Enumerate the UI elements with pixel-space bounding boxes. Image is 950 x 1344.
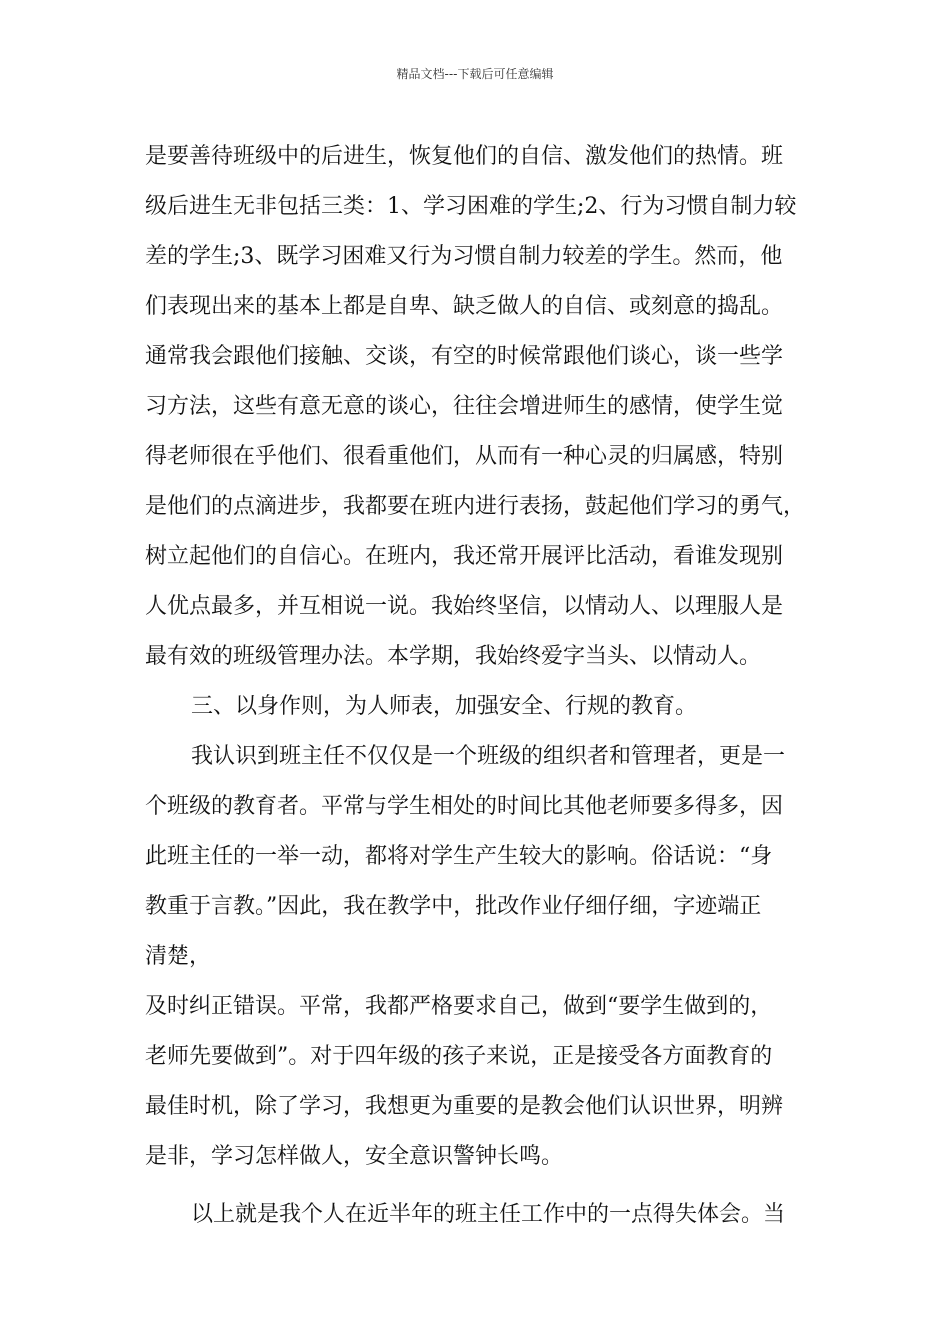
- section-heading: 三、以身作则，为人师表，加强安全、行规的教育。: [191, 694, 698, 719]
- text-line: 人优点最多，并互相说一说。我始终坚信，以情动人、以理服人是: [145, 594, 784, 619]
- text-line: 得老师很在乎他们、很看重他们，从而有一种心灵的归属感，特别: [145, 444, 784, 469]
- text-line: 个班级的教育者。平常与学生相处的时间比其他老师要多得多，因: [145, 794, 784, 819]
- text-line: 级后进生无非包括三类：1、学习困难的学生;2、行为习惯自制力较: [145, 194, 797, 219]
- document-body: [145, 132, 813, 1240]
- text-line: 通常我会跟他们接触、交谈，有空的时候常跟他们谈心，谈一些学: [145, 344, 784, 369]
- paragraph-start: 以上就是我个人在近半年的班主任工作中的一点得失体会。当: [191, 1202, 786, 1227]
- text-line: 及时纠正错误。平常，我都严格要求自己，做到“要学生做到的，: [145, 994, 773, 1019]
- text-line: 习方法，这些有意无意的谈心，往往会增进师生的感情，使学生觉: [145, 394, 784, 419]
- text-line: 最有效的班级管理办法。本学期，我始终爱字当头、以情动人。: [145, 644, 762, 669]
- text-line: 此班主任的一举一动，都将对学生产生较大的影响。俗话说：“身: [145, 844, 773, 869]
- text-line: 是他们的点滴进步，我都要在班内进行表扬，鼓起他们学习的勇气，: [145, 494, 806, 519]
- text-line: 是非，学习怎样做人，安全意识警钟长鸣。: [145, 1144, 564, 1169]
- paragraph-start: 我认识到班主任不仅仅是一个班级的组织者和管理者，更是一: [191, 744, 786, 769]
- text-line: 教重于言教。”因此，我在教学中，批改作业仔细仔细，字迹端正: [145, 894, 762, 919]
- text-line: 最佳时机，除了学习，我想更为重要的是教会他们认识世界，明辨: [145, 1094, 784, 1119]
- text-line: 树立起他们的自信心。在班内，我还常开展评比活动，看谁发现别: [145, 544, 784, 569]
- text-line: 们表现出来的基本上都是自卑、缺乏做人的自信、或刻意的捣乱。: [145, 294, 784, 319]
- text-line: 清楚，: [145, 944, 212, 969]
- text-line: 老师先要做到”。对于四年级的孩子来说，正是接受各方面教育的: [145, 1044, 773, 1069]
- text-line: 是要善待班级中的后进生，恢复他们的自信、激发他们的热情。班: [145, 144, 784, 169]
- page-header: 精品文档---下载后可任意编辑: [396, 67, 554, 81]
- text-line: 差的学生;3、既学习困难又行为习惯自制力较差的学生。然而，他: [145, 244, 783, 269]
